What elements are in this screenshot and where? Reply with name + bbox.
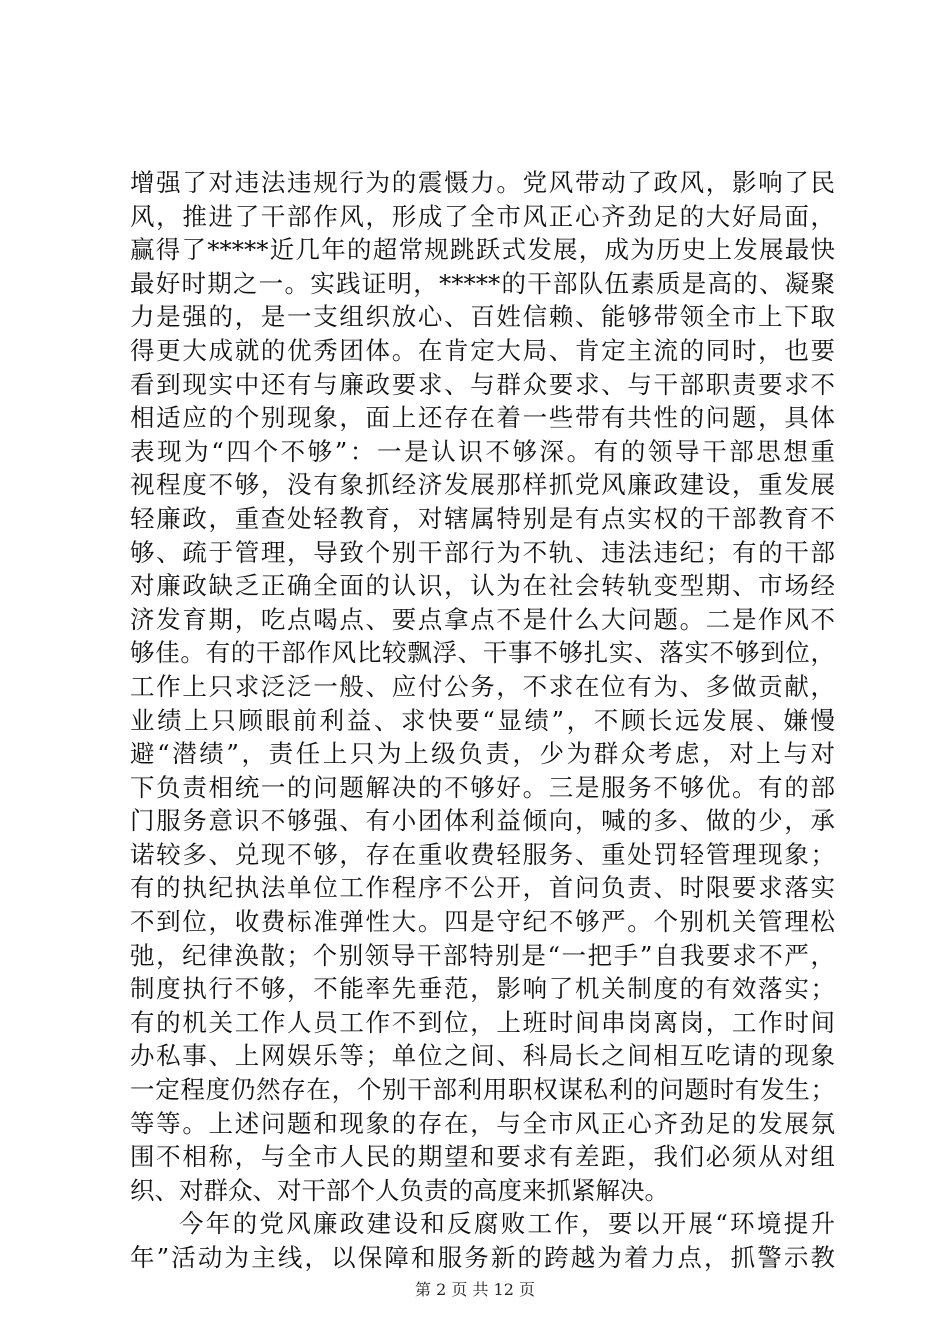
text-line: 织、对群众、对干部个人负责的高度来抓紧解决。 bbox=[130, 1175, 669, 1205]
text-line: 一定程度仍然存在，个别干部利用职权谋私利的问题时有发生； bbox=[130, 1075, 835, 1105]
paragraph-1 bbox=[130, 166, 835, 1207]
text-line: 视程度不够，没有象抓经济发展那样抓党风廉政建设，重发展 bbox=[130, 470, 835, 500]
text-line: 制度执行不够，不能率先垂范，影响了机关制度的有效落实； bbox=[130, 974, 835, 1004]
text-line: 避“潜绩”，责任上只为上级负责，少为群众考虑，对上与对 bbox=[130, 739, 835, 769]
text-line: 业绩上只顾眼前利益、求快要“显绩”，不顾长远发展、嫌慢 bbox=[130, 705, 835, 735]
text-line: 最好时期之一。实践证明，*****的干部队伍素质是高的、凝聚 bbox=[130, 268, 835, 298]
text-line: 够、疏于管理，导致个别干部行为不轨、违法违纪；有的干部 bbox=[130, 537, 835, 567]
text-line: 赢得了*****近几年的超常规跳跃式发展，成为历史上发展最快 bbox=[130, 235, 835, 265]
text-line: 济发育期，吃点喝点、要点拿点不是什么大问题。二是作风不 bbox=[130, 604, 835, 634]
text-line: 年”活动为主线，以保障和服务新的跨越为着力点，抓警示教 bbox=[130, 1243, 835, 1272]
text-line: 弛，纪律涣散；个别领导干部特别是“一把手”自我要求不严， bbox=[130, 940, 835, 970]
text-line: 下负责相统一的问题解决的不够好。三是服务不够优。有的部 bbox=[130, 772, 835, 802]
document-body bbox=[130, 166, 835, 1275]
text-line: 门服务意识不够强、有小团体利益倾向，喊的多、做的少，承 bbox=[130, 806, 835, 836]
page-number-footer: 第 2 页 共 12 页 bbox=[415, 1280, 535, 1299]
text-line: 今年的党风廉政建设和反腐败工作，要以开展“环境提升 bbox=[179, 1209, 835, 1239]
text-line: 办私事、上网娱乐等；单位之间、科局长之间相互吃请的现象 bbox=[130, 1041, 835, 1071]
text-line: 围不相称，与全市人民的期望和要求有差距，我们必须从对组 bbox=[130, 1142, 835, 1172]
text-line: 增强了对违法违规行为的震慑力。党风带动了政风，影响了民 bbox=[130, 168, 835, 197]
text-line: 得更大成就的优秀团体。在肯定大局、肯定主流的同时，也要 bbox=[130, 335, 835, 365]
paragraph-2 bbox=[130, 1207, 835, 1274]
text-line: 够佳。有的干部作风比较飘浮、干事不够扎实、落实不够到位， bbox=[130, 638, 835, 668]
text-line: 力是强的，是一支组织放心、百姓信赖、能够带领全市上下取 bbox=[130, 302, 835, 332]
text-line: 有的执纪执法单位工作程序不公开，首问负责、时限要求落实 bbox=[130, 873, 835, 903]
text-line: 有的机关工作人员工作不到位，上班时间串岗离岗，工作时间 bbox=[130, 1007, 835, 1037]
text-line: 相适应的个别现象，面上还存在着一些带有共性的问题，具体 bbox=[130, 403, 835, 433]
text-line: 风，推进了干部作风，形成了全市风正心齐劲足的大好局面， bbox=[130, 201, 835, 231]
text-line: 不到位，收费标准弹性大。四是守纪不够严。个别机关管理松 bbox=[130, 907, 835, 937]
text-line: 表现为“四个不够”：一是认识不够深。有的领导干部思想重 bbox=[130, 436, 835, 466]
text-line: 轻廉政，重查处轻教育，对辖属特别是有点实权的干部教育不 bbox=[130, 503, 835, 533]
text-line: 等等。上述问题和现象的存在，与全市风正心齐劲足的发展氛 bbox=[130, 1108, 835, 1138]
text-line: 工作上只求泛泛一般、应付公务，不求在位有为、多做贡献， bbox=[130, 671, 835, 701]
text-line: 诺较多、兑现不够，存在重收费轻服务、重处罚轻管理现象； bbox=[130, 839, 835, 869]
text-line: 看到现实中还有与廉政要求、与群众要求、与干部职责要求不 bbox=[130, 369, 835, 399]
text-line: 对廉政缺乏正确全面的认识，认为在社会转轨变型期、市场经 bbox=[130, 571, 835, 601]
